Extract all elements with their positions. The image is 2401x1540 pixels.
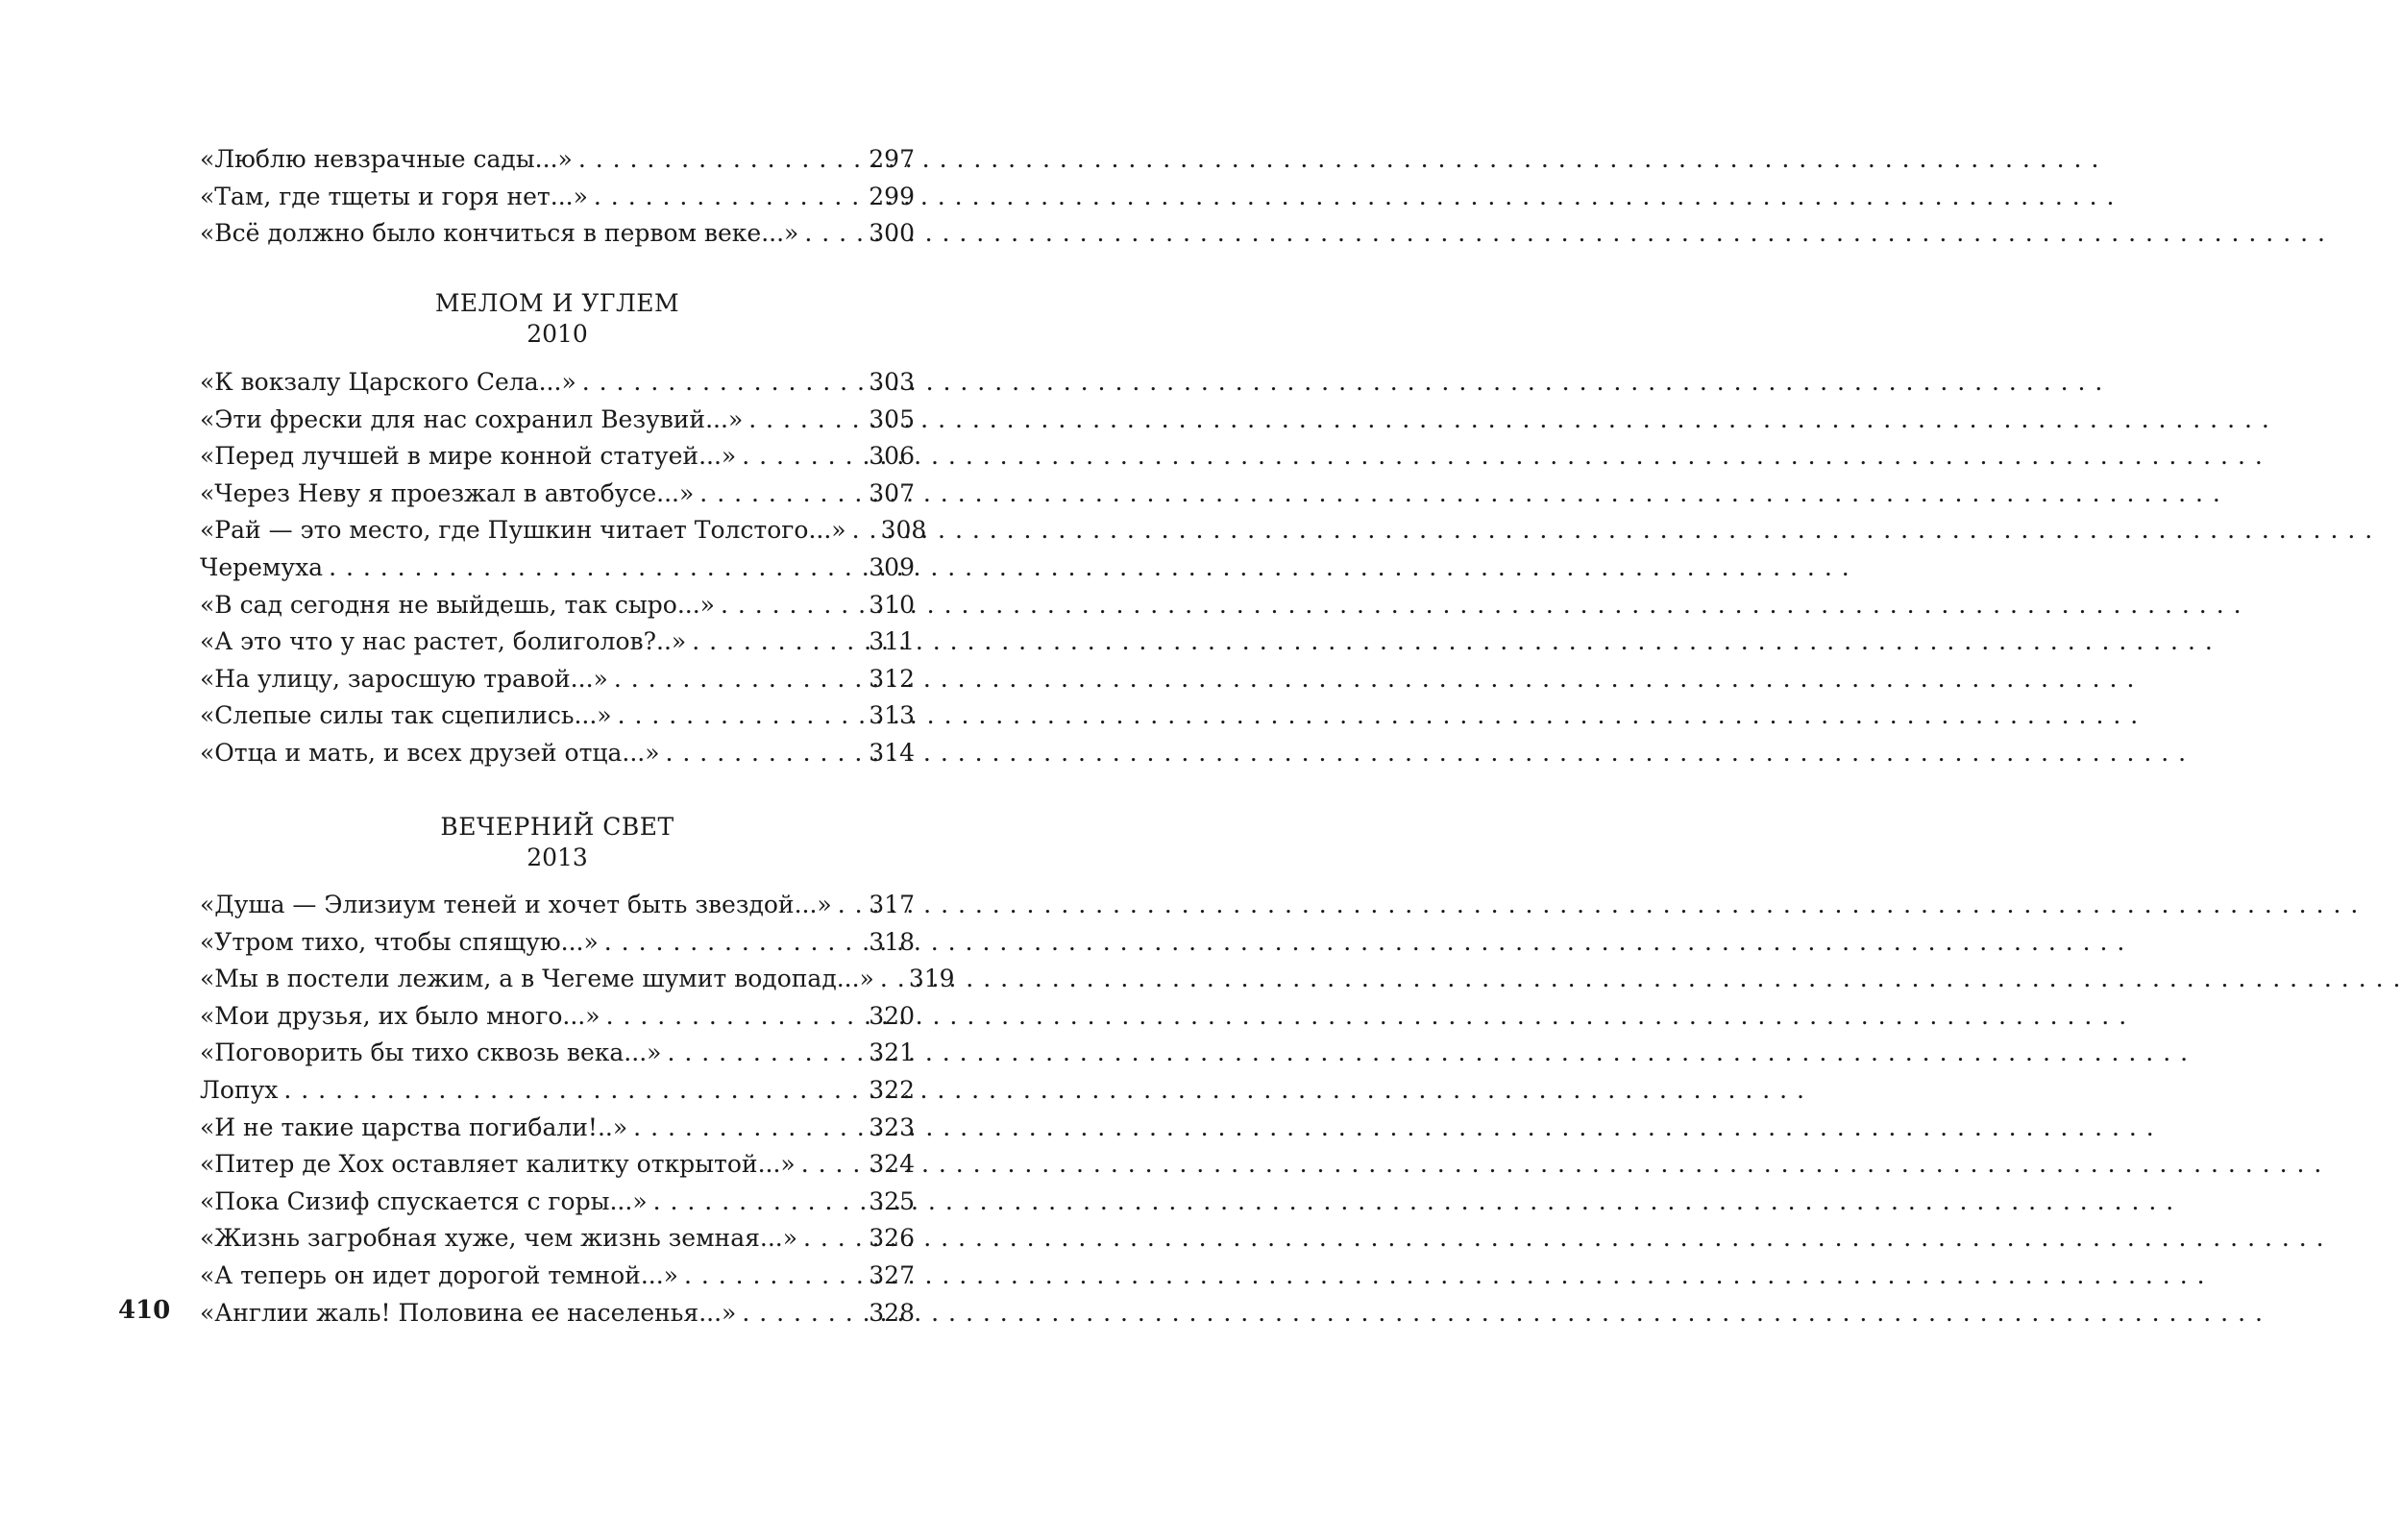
- toc-entry-title: Черемуха: [200, 552, 324, 581]
- toc-entry: [200, 735, 915, 772]
- toc-entry-title: «Отца и мать, и всех друзей отца...»: [200, 738, 660, 767]
- toc-entry: [200, 215, 915, 253]
- toc-entry-page: 320: [869, 1001, 915, 1030]
- toc-entry-page: 323: [869, 1112, 915, 1141]
- toc-entry-title: «Перед лучшей в мире конной статуей...»: [200, 442, 737, 471]
- section-year: 2010: [527, 320, 588, 348]
- section-heading: [200, 812, 915, 873]
- dot-leader: [801, 1146, 864, 1184]
- toc-entry-page: 326: [869, 1224, 915, 1253]
- toc-entry-page: 299: [869, 182, 915, 210]
- toc-entry-title: «А теперь он идет дорогой темной...»: [200, 1260, 678, 1289]
- toc-entry: [200, 1184, 915, 1221]
- dot-leader: [721, 587, 863, 624]
- toc-entry-title: «Мы в постели лежим, а в Чегеме шумит водопад...»: [200, 965, 874, 993]
- toc-entry-title: «Эти фрески для нас сохранил Везувий...»: [200, 404, 744, 433]
- toc-entry-page: 314: [869, 738, 915, 767]
- toc-entry-title: «И не такие царства погибали!..»: [200, 1112, 628, 1141]
- toc-entry-title: «На улицу, заросшую травой...»: [200, 664, 608, 693]
- toc-entry-page: 307: [869, 478, 915, 507]
- toc-entry-title: «Всё должно было кончиться в первом веке...»: [200, 219, 799, 248]
- toc-entry-page: 300: [869, 219, 915, 248]
- toc-entry: [200, 1220, 915, 1258]
- dot-leader: [742, 1295, 863, 1332]
- toc-entry: [200, 364, 915, 402]
- dot-leader: [804, 215, 863, 253]
- dot-leader: [578, 141, 863, 179]
- toc-entry: [200, 697, 915, 735]
- toc-entry: [200, 924, 915, 962]
- toc-entry: [200, 141, 915, 179]
- toc-entry-title: «Англии жаль! Половина ее населенья...»: [200, 1298, 737, 1327]
- section-heading: [200, 288, 915, 350]
- toc-entry-page: 319: [908, 965, 955, 993]
- toc-entry-title: «К вокзалу Царского Села...»: [200, 368, 576, 396]
- toc-entry-page: 310: [869, 590, 915, 619]
- section-year: 2013: [527, 843, 588, 871]
- toc-section-list: [200, 887, 955, 1332]
- toc-entry-page: 297: [869, 145, 915, 173]
- toc-entry-title: «Слепые силы так сцепились...»: [200, 701, 612, 730]
- toc-entry-title: «Жизнь загробная хуже, чем жизнь земная...»: [200, 1224, 798, 1253]
- page-number: 410: [118, 1296, 171, 1325]
- toc-entry: [200, 587, 915, 624]
- toc-entry-title: «Через Неву я проезжал в автобусе...»: [200, 478, 695, 507]
- toc-entry-page: 312: [869, 664, 915, 693]
- book-page: [0, 0, 1057, 1540]
- toc-entry: [200, 1072, 915, 1110]
- toc-entry: [200, 1035, 915, 1072]
- dot-leader: [684, 1258, 863, 1295]
- toc-entry-title: «Пока Сизиф спускается с горы...»: [200, 1186, 648, 1215]
- dot-leader: [614, 661, 863, 698]
- toc-entry-title: «А это что у нас растет, болиголов?..»: [200, 627, 687, 656]
- section-title: ВЕЧЕРНИЙ СВЕТ: [440, 813, 674, 841]
- toc-entry: [200, 961, 955, 998]
- dot-leader: [742, 438, 863, 476]
- toc-entry-title: «Душа — Элизиум теней и хочет быть звездой...»: [200, 891, 832, 918]
- toc-entry-page: 318: [869, 927, 915, 956]
- toc-entry-page: 321: [869, 1039, 915, 1067]
- toc-entry-page: 306: [869, 442, 915, 471]
- dot-leader: [594, 179, 863, 216]
- dot-leader: [606, 998, 864, 1036]
- toc-intro-list: [200, 141, 915, 253]
- toc-entry-page: 309: [869, 552, 915, 581]
- toc-entry-page: 305: [869, 404, 915, 433]
- toc-entry: [200, 623, 915, 661]
- toc-entry-page: 324: [869, 1150, 915, 1179]
- toc-entry-page: 327: [869, 1260, 915, 1289]
- toc-entry-page: 325: [869, 1186, 915, 1215]
- toc-entry: [200, 1295, 915, 1332]
- toc-entry: [200, 512, 927, 550]
- toc-entry-title: «Рай — это место, где Пушкин читает Толстого...»: [200, 516, 846, 545]
- toc-section-list: [200, 364, 927, 772]
- toc-entry: [200, 661, 915, 698]
- toc-entry: [200, 887, 915, 924]
- toc-entry-title: «Люблю невзрачные сады...»: [200, 145, 573, 173]
- toc-entry: [200, 998, 915, 1036]
- dot-leader: [692, 623, 863, 661]
- dot-leader: [666, 735, 864, 772]
- toc-entry-page: 317: [869, 891, 915, 918]
- toc-entry: [200, 1110, 915, 1147]
- dot-leader: [667, 1035, 863, 1072]
- dot-leader: [329, 550, 863, 587]
- toc-entry: [200, 476, 915, 513]
- toc-entry: [200, 402, 915, 439]
- toc-entry: [200, 1146, 915, 1184]
- dot-leader: [633, 1110, 863, 1147]
- dot-leader: [653, 1184, 864, 1221]
- dot-leader: [604, 924, 864, 962]
- toc-entry-page: 308: [880, 516, 927, 545]
- toc-entry-title: «Поговорить бы тихо сквозь века...»: [200, 1039, 662, 1067]
- toc-entry-title: Лопух: [200, 1075, 279, 1104]
- dot-leader: [838, 887, 864, 924]
- toc-entry-title: «Питер де Хох оставляет калитку открытой...»: [200, 1150, 796, 1179]
- toc-entry: [200, 179, 915, 216]
- dot-leader: [283, 1072, 863, 1110]
- section-title: МЕЛОМ И УГЛЕМ: [434, 289, 680, 317]
- toc-entry-title: «Утром тихо, чтобы спящую...»: [200, 927, 599, 956]
- dot-leader: [618, 697, 864, 735]
- toc-entry-title: «В сад сегодня не выйдешь, так сыро...»: [200, 590, 715, 619]
- dot-leader: [880, 961, 903, 998]
- toc-entry: [200, 438, 915, 476]
- toc-entry-page: 328: [869, 1298, 915, 1327]
- dot-leader: [582, 364, 864, 402]
- toc-entry-page: 303: [869, 368, 915, 396]
- toc-entry-page: 322: [869, 1075, 915, 1104]
- toc-entry-page: 311: [869, 627, 915, 656]
- dot-leader: [803, 1220, 863, 1258]
- toc-entry-title: «Мои друзья, их было много...»: [200, 1001, 600, 1030]
- dot-leader: [699, 476, 863, 513]
- dot-leader: [852, 512, 875, 550]
- dot-leader: [748, 402, 863, 439]
- toc-entry-title: «Там, где тщеты и горя нет...»: [200, 182, 588, 210]
- toc-entry: [200, 550, 915, 587]
- toc-entry: [200, 1258, 915, 1295]
- toc-entry-page: 313: [869, 701, 915, 730]
